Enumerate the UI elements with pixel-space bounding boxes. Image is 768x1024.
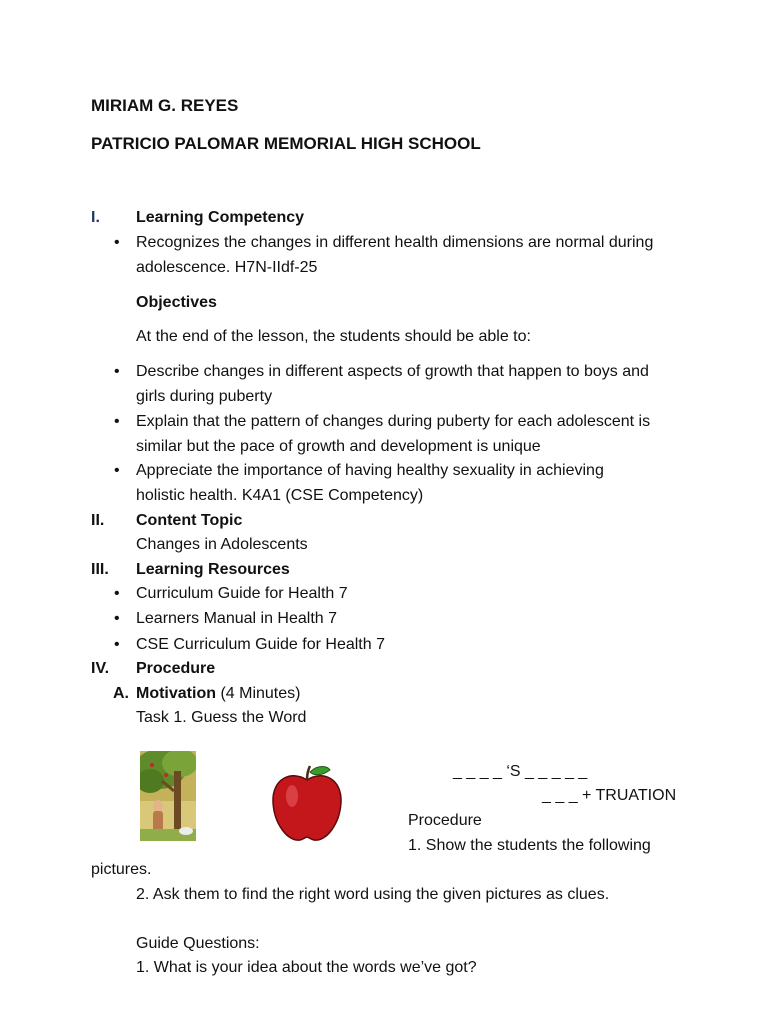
procedure-label: Procedure <box>408 812 482 829</box>
word-blank-2: _ _ _ + TRUATION <box>542 787 677 804</box>
objective-3-line-2: holistic health. K4A1 (CSE Competency) <box>136 487 424 504</box>
resource-item: • CSE Curriculum Guide for Health 7 <box>136 634 385 656</box>
competency-line-1: • Recognizes the changes in different health dimensions are normal during <box>136 232 653 254</box>
section-4-numeral: IV. <box>91 660 110 677</box>
objective-2-line-2: similar but the pace of growth and development is unique <box>136 438 541 455</box>
subsection-letter: A. <box>113 685 129 702</box>
adam-eve-picture <box>140 751 196 841</box>
word-blank-1: _ _ _ _ ‘S _ _ _ _ _ <box>453 763 588 780</box>
section-3-numeral: III. <box>91 561 109 578</box>
objective-2-line-1: • Explain that the pattern of changes during puberty for each adolescent is <box>136 411 650 433</box>
section-1-numeral: I. <box>91 209 100 226</box>
objectives-title: Objectives <box>136 294 217 311</box>
school-name: PATRICIO PALOMAR MEMORIAL HIGH SCHOOL <box>91 134 481 153</box>
section-2-title: Content Topic <box>136 512 243 529</box>
procedure-step-2: 2. Ask them to find the right word using the given pictures as clues. <box>136 886 610 903</box>
motivation-title: Motivation <box>136 685 216 702</box>
resource-item: • Curriculum Guide for Health 7 <box>136 583 348 605</box>
resource-item: • Learners Manual in Health 7 <box>136 608 337 630</box>
motivation-heading <box>136 683 300 705</box>
author-name: MIRIAM G. REYES <box>91 96 239 115</box>
objective-1-line-2: girls during puberty <box>136 388 273 405</box>
section-1-title: Learning Competency <box>136 209 305 226</box>
section-2-numeral: II. <box>91 512 105 529</box>
content-topic: Changes in Adolescents <box>136 536 308 553</box>
objective-3-line-1: • Appreciate the importance of having healthy sexuality in achieving <box>136 460 604 482</box>
guide-question-1: 1. What is your idea about the words we’ve got? <box>136 959 477 976</box>
motivation-time: (4 Minutes) <box>220 685 301 702</box>
guide-questions-label: Guide Questions: <box>136 935 260 952</box>
objective-1-line-1: • Describe changes in different aspects of growth that happen to boys and <box>136 361 649 383</box>
task-label: Task 1. Guess the Word <box>136 709 307 726</box>
objectives-intro: At the end of the lesson, the students should be able to: <box>136 328 531 345</box>
section-4-title: Procedure <box>136 660 216 677</box>
section-3-title: Learning Resources <box>136 561 290 578</box>
apple-picture <box>270 764 344 844</box>
procedure-step-1-b: pictures. <box>91 861 152 878</box>
procedure-step-1-a: 1. Show the students the following <box>408 837 651 854</box>
competency-line-2: adolescence. H7N-IIdf-25 <box>136 259 318 276</box>
